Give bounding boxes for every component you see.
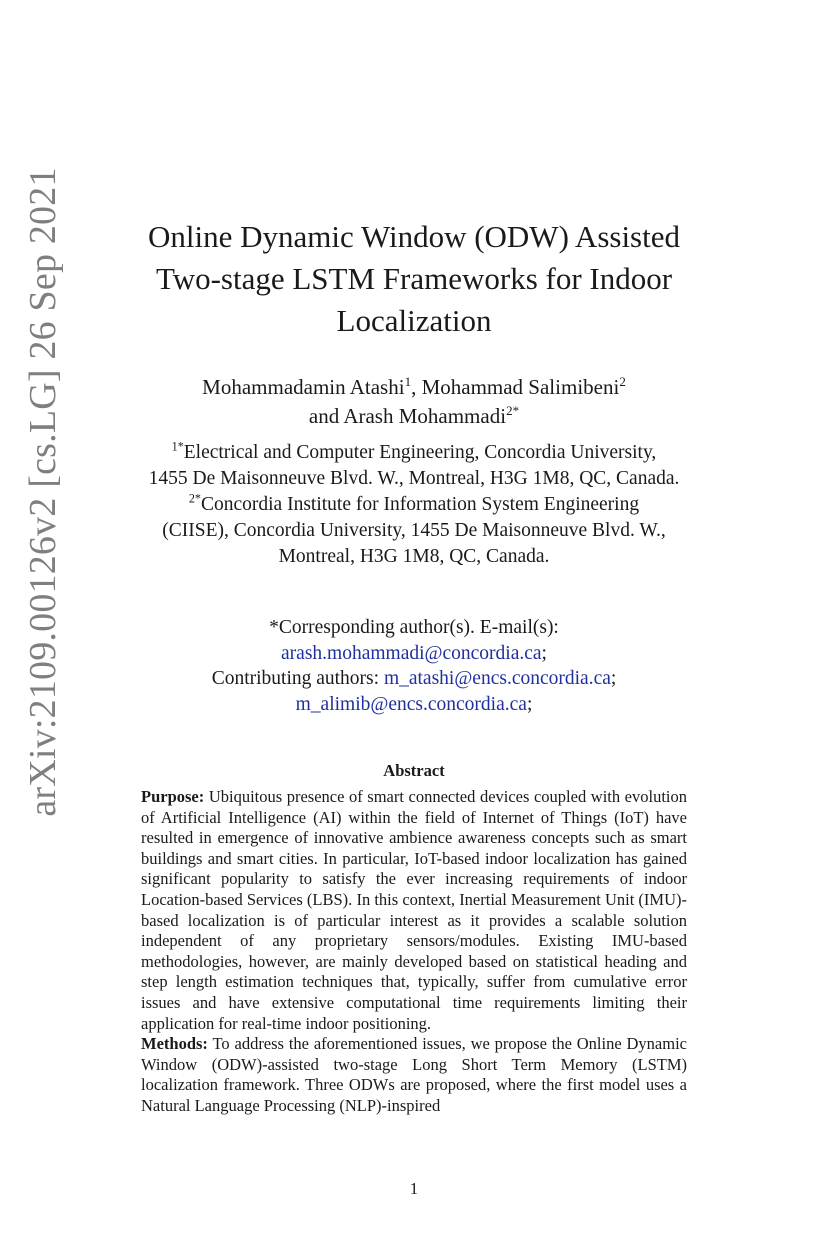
affiliation-line: (CIISE), Concordia University, 1455 De Maisonneuve Blvd. W.,: [162, 520, 666, 541]
author-name: Mohammadamin Atashi: [202, 375, 405, 399]
author-conjunction: and: [308, 404, 344, 428]
title-line-2: Two-stage LSTM Frameworks for Indoor: [155, 261, 673, 296]
affiliation-mark: 1*: [171, 439, 184, 454]
title-line-1: Online Dynamic Window (ODW) Assisted: [148, 219, 680, 254]
author-separator: ,: [411, 375, 422, 399]
arxiv-identifier-text: arXiv:2109.00126v2 [cs.LG] 26 Sep 2021: [22, 167, 64, 817]
author-affiliation-mark: 2*: [506, 402, 520, 418]
author-list: [100, 373, 728, 431]
affiliations: [90, 440, 738, 570]
title-line-3: Localization: [336, 303, 492, 338]
methods-label: Methods:: [141, 1034, 208, 1054]
abstract-paragraph-purpose: [141, 787, 687, 1034]
affiliation-line: 1455 De Maisonneuve Blvd. W., Montreal, H3G 1M8, QC, Canada.: [148, 468, 680, 489]
affiliation-mark: 2*: [188, 491, 201, 506]
methods-text: To address the aforementioned issues, we propose the Online Dynamic Window (ODW)-assisted two-stage Long Short Term Memory (LSTM) localization framework. Three ODWs are proposed, where the first model uses a Natural Language Processing (NLP)-inspired: [141, 1034, 687, 1115]
purpose-label: Purpose:: [141, 787, 205, 806]
email-link-contributor-1[interactable]: m_atashi@encs.concordia.ca: [383, 668, 611, 689]
author-name: Mohammad Salimibeni: [421, 375, 620, 399]
corresponding-author-label: *Corresponding author(s). E-mail(s):: [269, 617, 559, 638]
author-name: Arash Mohammadi: [343, 404, 507, 428]
email-separator: ;: [526, 693, 533, 715]
affiliation-line: Electrical and Computer Engineering, Concordia University,: [183, 442, 657, 463]
correspondence-block: [100, 615, 728, 717]
purpose-text: Ubiquitous presence of smart connected devices coupled with evolution of Artificial Intelligence (AI) within the field of Internet of Things (IoT) have resulted in emergence of innovative ambience awareness concepts such as smart buildings and smart cities. In particular, IoT-based indoor localization has gained significant popularity to satisfy the ever increasing requirements of indoor Location-based Services (LBS). In this context, Inertial Measurement Unit (IMU)-based localization is of particular interest as it provides a scalable solution independent of any proprietary sensors/modules. Existing IMU-based methodologies, however, are mainly developed based on statistical heading and step length estimation techniques that, typically, suffer from cumulative error issues and have extensive computational time requirements limiting their application for real-time indoor positioning.: [141, 787, 687, 1033]
abstract-body: [141, 787, 687, 1117]
page-number: 1: [409, 1179, 419, 1198]
affiliation-line: Concordia Institute for Information System Engineering: [200, 494, 640, 515]
email-separator: ;: [610, 668, 617, 689]
email-link-contributor-2[interactable]: m_alimib@encs.concordia.ca: [295, 693, 527, 715]
paper-title: [100, 216, 728, 342]
arxiv-identifier-stamp: [21, 166, 65, 818]
email-separator: ;: [541, 642, 547, 664]
contributing-authors-label: Contributing authors:: [211, 668, 384, 689]
author-affiliation-mark: 1: [404, 373, 412, 389]
email-link-corresponding[interactable]: arash.mohammadi@concordia.ca: [281, 642, 542, 664]
abstract-paragraph-methods: [141, 1034, 687, 1116]
abstract-heading: Abstract: [383, 761, 445, 780]
affiliation-line: Montreal, H3G 1M8, QC, Canada.: [278, 546, 550, 567]
author-affiliation-mark: 2: [619, 373, 626, 389]
